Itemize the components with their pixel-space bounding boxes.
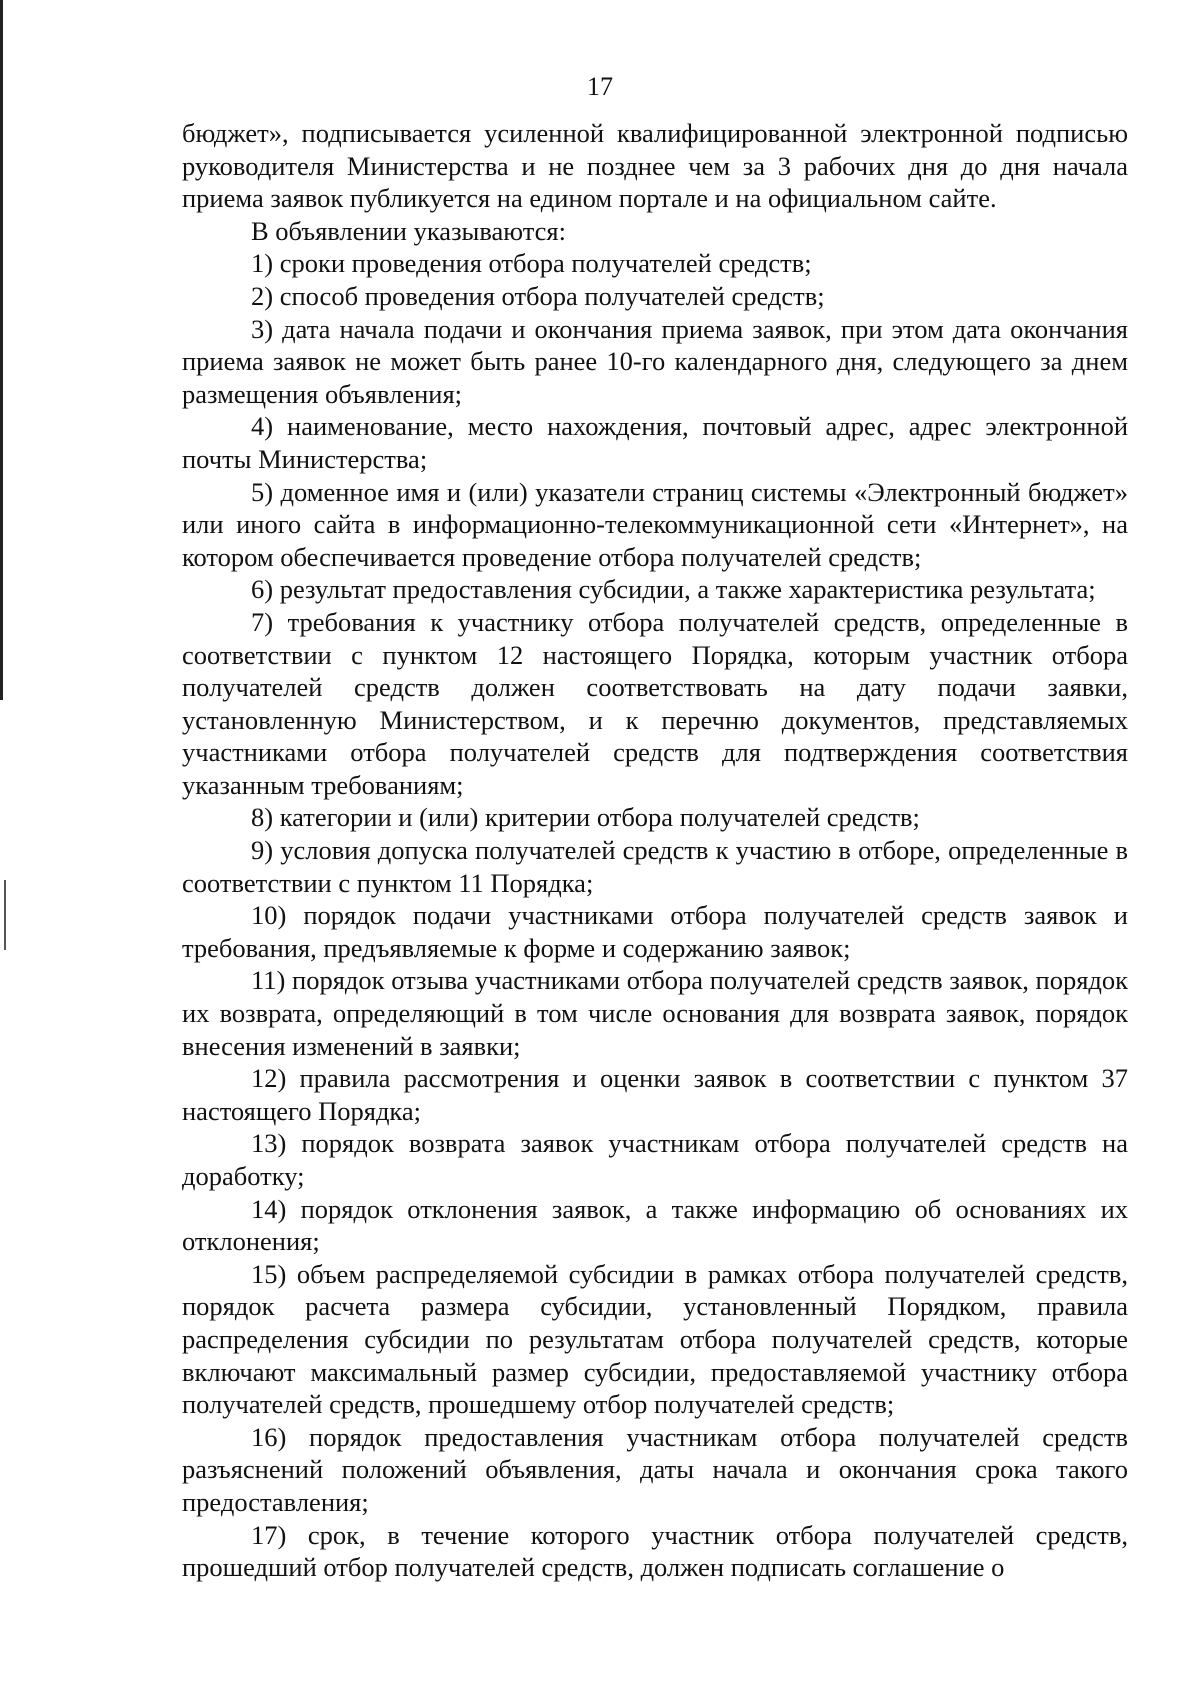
list-item-16: 16) порядок предоставления участникам отбора получателей средств разъяснений положений объявления, даты начала и окончания срока такого предоставления; [182, 1421, 1128, 1517]
page-number: 17 [587, 72, 613, 101]
list-item-12: 12) правила рассмотрения и оценки заявок в соответствии с пунктом 37 настоящего Порядка; [182, 1063, 1128, 1126]
scan-edge-mark-lower [4, 880, 6, 950]
list-item-14: 14) порядок отклонения заявок, а также информацию об основаниях их отклонения; [182, 1193, 1128, 1257]
list-item-8: 8) категории и (или) критерии отбора получателей средств; [251, 802, 920, 833]
document-body [182, 117, 1128, 1584]
list-item-6: 6) результат предоставления субсидии, а также характеристика результата; [251, 574, 1096, 605]
list-item-9: 9) условия допуска получателей средств к участию в отборе, определенные в соответствии с пунктом 11 Порядка; [182, 835, 1128, 898]
list-item-10: 10) порядок подачи участниками отбора получателей средств заявок и требования, предъявляемые к форме и содержанию заявок; [182, 900, 1128, 963]
scan-edge-mark [0, 0, 3, 700]
list-item-15: 15) объем распределяемой субсидии в рамках отбора получателей средств, порядок расчета размера субсидии, установленный Порядком, правила распределения субсидии по результатам отбора получателей средств, которые включают максимальный размер субсидии, предоставляемой участнику отбора получателей средств, прошедшему отбор получателей средств; [182, 1258, 1128, 1420]
paragraph-intro: В объявлении указываются: [251, 215, 566, 246]
list-item-7: 7) требования к участнику отбора получателей средств, определенные в соответствии с пунктом 12 настоящего Порядка, которым участник отбора получателей средств должен соответствовать на дату подачи заявки, установленную Министерством, и к перечню документов, представляемых участниками отбора получателей средств для подтверждения соответствия указанным требованиям; [182, 606, 1128, 800]
list-item-17: 17) срок, в течение которого участник отбора получателей средств, прошедший отбор получателей средств, должен подписать соглашение о [182, 1519, 1128, 1583]
list-item-4: 4) наименование, место нахождения, почтовый адрес, адрес электронной почты Министерства; [182, 411, 1128, 474]
paragraph-continuation: бюджет», подписывается усиленной квалифицированной электронной подписью руководителя Министерства и не позднее чем за 3 рабочих дня до дня начала приема заявок публикуется на едином портале и на официальном сайте. [182, 118, 1128, 214]
list-item-3: 3) дата начала подачи и окончания приема заявок, при этом дата окончания приема заявок не может быть ранее 10-го календарного дня, следующего за днем размещения объявления; [182, 313, 1128, 409]
list-item-13: 13) порядок возврата заявок участникам отбора получателей средств на доработку; [182, 1128, 1128, 1191]
list-item-1: 1) сроки проведения отбора получателей средств; [251, 248, 812, 279]
list-item-11: 11) порядок отзыва участниками отбора получателей средств заявок, порядок их возврата, определяющий в том числе основания для возврата заявок, порядок внесения изменений в заявки; [182, 965, 1128, 1061]
list-item-2: 2) способ проведения отбора получателей средств; [251, 280, 825, 311]
list-item-5: 5) доменное имя и (или) указатели страниц системы «Электронный бюджет» или иного сайта в информационно-телекоммуникационной сети «Интернет», на котором обеспечивается проведение отбора получателей средств; [182, 476, 1128, 572]
